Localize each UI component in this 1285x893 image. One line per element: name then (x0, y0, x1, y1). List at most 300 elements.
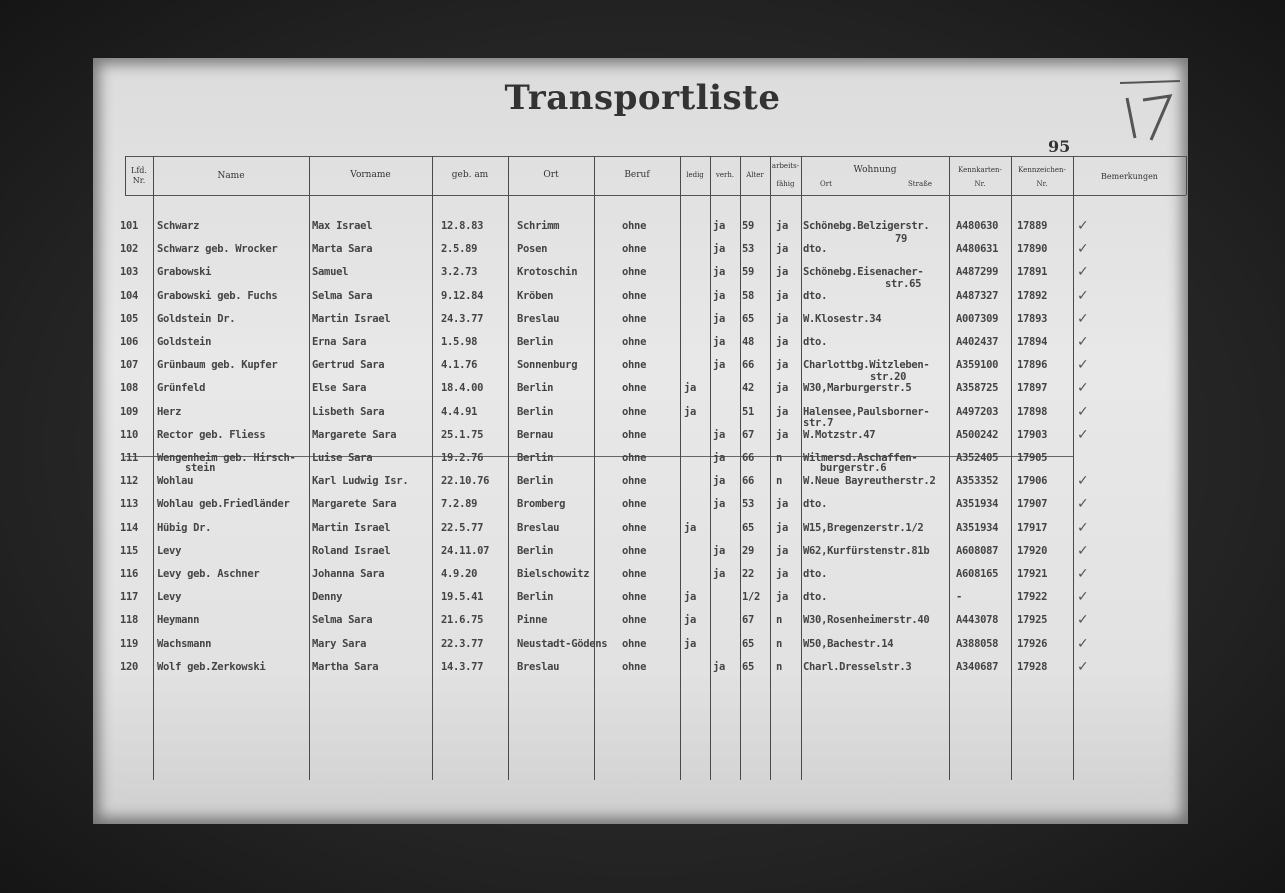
cell-kennkarten: A358725 (956, 382, 999, 395)
cell-wohnung: dto. (803, 289, 828, 302)
cell-kennzeichen: 17898 (1017, 405, 1048, 418)
cell-name: Schwarz geb. Wrocker (157, 243, 278, 256)
cell-lfd-nr: 112 (120, 475, 139, 488)
cell-alter: 58 (742, 289, 755, 302)
cell-kennkarten: A608087 (956, 544, 999, 557)
cell-bemerkungen: ✓ (1077, 519, 1089, 536)
cell-name: Levy (157, 591, 182, 604)
cell-lfd-nr: 104 (120, 289, 139, 302)
header-faehig: fähig (776, 180, 795, 188)
cell-ort: Berlin (517, 382, 554, 395)
cell-arbeitsfaehig: ja (776, 521, 789, 534)
header-wohnung: Wohnung (853, 165, 897, 175)
cell-wohnung: dto. (803, 591, 828, 604)
cell-wohnung: dto. (803, 243, 828, 256)
cell-alter: 51 (742, 405, 755, 418)
cell-arbeitsfaehig: n (776, 660, 783, 673)
cell-lfd-nr: 113 (120, 498, 139, 511)
cell-wohnung: W15,Bregenzerstr.1/2 (803, 521, 924, 534)
cell-lfd-nr: 118 (120, 614, 139, 627)
header-ledig: ledig (686, 171, 704, 179)
cell-geb-am: 2.5.89 (441, 243, 478, 256)
cell-bemerkungen: ✓ (1077, 473, 1089, 490)
cell-ort: Berlin (517, 591, 554, 604)
cell-alter: 66 (742, 452, 755, 464)
cell-bemerkungen: ✓ (1077, 310, 1089, 327)
cell-wohnung: Wilmersd.Aschaffen- (803, 452, 918, 464)
cell-arbeitsfaehig: ja (776, 568, 789, 580)
cell-kennkarten: A443078 (956, 614, 999, 627)
column-rule (949, 156, 950, 780)
cell-bemerkungen: ✓ (1077, 357, 1089, 374)
cell-kennkarten: A480631 (956, 243, 999, 256)
cell-geb-am: 19.2.76 (441, 452, 484, 464)
cell-beruf: ohne (622, 220, 647, 232)
cell-geb-am: 24.3.77 (441, 312, 484, 325)
cell-name: Rector geb. Fliess (157, 428, 266, 441)
cell-kennkarten: A352405 (956, 452, 999, 464)
cell-vorname: Erna Sara (312, 336, 367, 348)
cell-kennzeichen: 17926 (1017, 637, 1048, 650)
cell-name: Levy geb. Aschner (157, 568, 260, 580)
column-rule (680, 156, 681, 780)
cell-kennzeichen: 17906 (1017, 475, 1048, 488)
cell-kennzeichen: 17907 (1017, 498, 1048, 511)
cell-kennkarten: A402437 (956, 336, 999, 348)
cell-geb-am: 7.2.89 (441, 498, 478, 511)
cell-alter: 59 (742, 220, 755, 232)
cell-vorname: Denny (312, 591, 343, 604)
cell-bemerkungen: ✓ (1077, 658, 1089, 675)
cell-geb-am: 3.2.73 (441, 266, 478, 279)
cell-kennzeichen: 17890 (1017, 243, 1048, 256)
header-wohnung-strasse: Straße (908, 180, 932, 188)
cell-kennzeichen: 17891 (1017, 266, 1048, 279)
cell-lfd-nr: 115 (120, 544, 139, 557)
cell-kennzeichen: 17893 (1017, 312, 1048, 325)
cell-vorname: Roland Israel (312, 544, 391, 557)
cell-alter: 67 (742, 428, 755, 441)
cell-ort: Posen (517, 243, 548, 256)
cell-vorname: Gertrud Sara (312, 359, 385, 372)
cell-name: Levy (157, 544, 182, 557)
cell-vorname: Luise Sara (312, 452, 373, 464)
cell-wohnung: W50,Bachestr.14 (803, 637, 894, 650)
cell-ort: Krotoschin (517, 266, 578, 279)
cell-arbeitsfaehig: n (776, 614, 783, 627)
cell-lfd-nr: 103 (120, 266, 139, 279)
cell-kennzeichen: 17892 (1017, 289, 1048, 302)
cell-verh: ja (713, 452, 726, 464)
cell-lfd-nr: 120 (120, 660, 139, 673)
cell-verh: ja (713, 568, 726, 580)
header-top-rule (125, 156, 1186, 157)
cell-bemerkungen: ✓ (1077, 589, 1089, 606)
cell-beruf: ohne (622, 359, 647, 372)
cell-ledig: ja (684, 521, 697, 534)
cell-lfd-nr: 105 (120, 312, 139, 325)
cell-beruf: ohne (622, 544, 647, 557)
cell-geb-am: 4.4.91 (441, 405, 478, 418)
cell-verh: ja (713, 428, 726, 441)
cell-beruf: ohne (622, 637, 647, 650)
header-vorname: Vorname (350, 170, 391, 180)
header-kennzeichen: Kennzeichen- (1018, 166, 1066, 174)
header-verh: verh. (715, 171, 735, 179)
cell-vorname: Mary Sara (312, 637, 367, 650)
cell-vorname: Margarete Sara (312, 498, 397, 511)
cell-wohnung-continuation: str.20 (870, 370, 907, 383)
cell-bemerkungen: ✓ (1077, 334, 1089, 350)
cell-bemerkungen: ✓ (1077, 635, 1089, 652)
cell-kennzeichen: 17889 (1017, 220, 1048, 232)
header-beruf: Beruf (624, 170, 650, 180)
cell-geb-am: 25.1.75 (441, 428, 484, 441)
cell-alter: 65 (742, 660, 755, 673)
cell-kennkarten: A480630 (956, 220, 999, 232)
cell-vorname: Martin Israel (312, 312, 391, 325)
cell-alter: 53 (742, 243, 755, 256)
cell-wohnung: dto. (803, 336, 828, 348)
header-kennzeichen-nr: Nr. (1036, 180, 1048, 188)
header-ort: Ort (543, 170, 559, 180)
cell-lfd-nr: 109 (120, 405, 139, 418)
header-alter: Alter (746, 171, 764, 179)
cell-ort: Bromberg (517, 498, 566, 511)
cell-kennzeichen: 17921 (1017, 568, 1048, 580)
cell-ort: Berlin (517, 475, 554, 488)
cell-wohnung: Schönebg.Eisenacher- (803, 266, 924, 279)
cell-bemerkungen: ✓ (1077, 566, 1089, 582)
cell-verh: ja (713, 312, 726, 325)
cell-beruf: ohne (622, 336, 647, 348)
cell-kennkarten: A340687 (956, 660, 999, 673)
cell-name: Hübig Dr. (157, 521, 212, 534)
header-nr: Nr. (132, 176, 146, 185)
cell-kennkarten: A487327 (956, 289, 999, 302)
cell-beruf: ohne (622, 475, 647, 488)
column-rule (508, 156, 509, 780)
header-wohnung-ort: Ort (820, 180, 832, 188)
cell-vorname: Selma Sara (312, 614, 373, 627)
cell-arbeitsfaehig: ja (776, 336, 789, 348)
column-rule (740, 156, 741, 780)
cell-geb-am: 14.3.77 (441, 660, 484, 673)
cell-alter: 42 (742, 382, 755, 395)
cell-lfd-nr: 114 (120, 521, 139, 534)
cell-ort: Bernau (517, 428, 554, 441)
cell-arbeitsfaehig: ja (776, 289, 789, 302)
cell-bemerkungen: ✓ (1077, 287, 1089, 304)
cell-wohnung: W.Neue Bayreutherstr.2 (803, 475, 936, 488)
cell-beruf: ohne (622, 266, 647, 279)
cell-ort: Kröben (517, 289, 554, 302)
cell-wohnung-continuation: burgerstr.6 (820, 462, 887, 475)
cell-verh: ja (713, 544, 726, 557)
cell-geb-am: 22.5.77 (441, 521, 484, 534)
cell-name: Wachsmann (157, 637, 212, 650)
header-kennkarten-nr: Nr. (974, 180, 986, 188)
cell-wohnung-continuation: str.65 (885, 278, 922, 290)
cell-wohnung: W.Klosestr.34 (803, 312, 882, 325)
cell-beruf: ohne (622, 243, 647, 256)
cell-geb-am: 19.5.41 (441, 591, 484, 604)
cell-vorname: Lisbeth Sara (312, 405, 385, 418)
cell-kennzeichen: 17920 (1017, 544, 1048, 557)
cell-bemerkungen: ✓ (1077, 612, 1089, 629)
cell-arbeitsfaehig: ja (776, 544, 789, 557)
cell-geb-am: 22.10.76 (441, 475, 490, 488)
cell-name: Heymann (157, 614, 200, 627)
column-rule (1186, 156, 1187, 195)
cell-wohnung: Schönebg.Belzigerstr. (803, 220, 930, 232)
cell-arbeitsfaehig: n (776, 475, 783, 488)
cell-kennkarten: A359100 (956, 359, 999, 372)
cell-name: Wohlau geb.Friedländer (157, 498, 290, 511)
cell-geb-am: 22.3.77 (441, 637, 484, 650)
column-rule (594, 156, 595, 780)
cell-alter: 53 (742, 498, 755, 511)
cell-name-continuation: stein (185, 462, 216, 475)
cell-kennkarten: A500242 (956, 428, 999, 441)
cell-arbeitsfaehig: ja (776, 243, 789, 256)
cell-lfd-nr: 116 (120, 568, 139, 580)
cell-vorname: Samuel (312, 266, 349, 279)
cell-lfd-nr: 108 (120, 382, 139, 395)
column-rule (770, 156, 771, 780)
cell-ledig: ja (684, 591, 697, 604)
cell-beruf: ohne (622, 498, 647, 511)
cell-name: Herz (157, 405, 182, 418)
cell-ort: Breslau (517, 660, 560, 673)
cell-ort: Berlin (517, 405, 554, 418)
cell-wohnung: W30,Rosenheimerstr.40 (803, 614, 930, 627)
cell-beruf: ohne (622, 405, 647, 418)
header-arbeits: arbeits- (771, 162, 800, 170)
cell-vorname: Else Sara (312, 382, 367, 395)
cell-alter: 22 (742, 568, 755, 580)
cell-geb-am: 1.5.98 (441, 336, 478, 348)
cell-verh: ja (713, 359, 726, 372)
cell-verh: ja (713, 498, 726, 511)
cell-kennzeichen: 17905 (1017, 452, 1048, 464)
cell-name: Goldstein Dr. (157, 312, 236, 325)
cell-wohnung: W62,Kurfürstenstr.81b (803, 544, 930, 557)
cell-kennzeichen: 17922 (1017, 591, 1048, 604)
cell-bemerkungen: ✓ (1077, 218, 1089, 234)
cell-vorname: Max Israel (312, 220, 373, 232)
cell-arbeitsfaehig: ja (776, 591, 789, 604)
cell-beruf: ohne (622, 614, 647, 627)
header-bemerkungen: Bemerkungen (1101, 172, 1158, 181)
cell-ort: Schrimm (517, 220, 560, 232)
cell-lfd-nr: 111 (120, 452, 139, 464)
cell-vorname: Selma Sara (312, 289, 373, 302)
cell-beruf: ohne (622, 452, 647, 464)
cell-verh: ja (713, 289, 726, 302)
cell-wohnung: Halensee,Paulsborner- (803, 405, 930, 418)
header-name: Name (217, 171, 245, 181)
cell-alter: 65 (742, 637, 755, 650)
cell-bemerkungen: ✓ (1077, 264, 1089, 281)
cell-kennzeichen: 17925 (1017, 614, 1048, 627)
cell-lfd-nr: 119 (120, 637, 139, 650)
cell-vorname: Karl Ludwig Isr. (312, 475, 409, 488)
cell-arbeitsfaehig: ja (776, 312, 789, 325)
cell-beruf: ohne (622, 428, 647, 441)
column-rule (432, 156, 433, 780)
cell-geb-am: 4.9.20 (441, 568, 478, 580)
cell-arbeitsfaehig: ja (776, 382, 789, 395)
cell-bemerkungen: ✓ (1077, 241, 1089, 258)
cell-arbeitsfaehig: ja (776, 498, 789, 511)
cell-arbeitsfaehig: ja (776, 266, 789, 279)
cell-name: Grünbaum geb. Kupfer (157, 359, 278, 372)
cell-wohnung: dto. (803, 498, 828, 511)
cell-name: Goldstein (157, 336, 212, 348)
cell-geb-am: 18.4.00 (441, 382, 484, 395)
cell-alter: 48 (742, 336, 755, 348)
cell-bemerkungen: ✓ (1077, 380, 1089, 397)
cell-arbeitsfaehig: ja (776, 220, 789, 232)
cell-geb-am: 4.1.76 (441, 359, 478, 372)
cell-kennzeichen: 17903 (1017, 428, 1048, 441)
cell-arbeitsfaehig: ja (776, 405, 789, 418)
cell-kennkarten: A007309 (956, 312, 999, 325)
cell-arbeitsfaehig: ja (776, 428, 789, 441)
cell-kennkarten: A608165 (956, 568, 999, 580)
cell-name: Grünfeld (157, 382, 206, 395)
cell-verh: ja (713, 243, 726, 256)
cell-wohnung: Charlottbg.Witzleben- (803, 359, 930, 372)
cell-bemerkungen: ✓ (1077, 496, 1089, 513)
cell-vorname: Marta Sara (312, 243, 373, 256)
cell-beruf: ohne (622, 382, 647, 395)
corner-handwritten-mark (1115, 78, 1185, 148)
cell-ort: Sonnenburg (517, 359, 578, 372)
cell-wohnung: W30,Marburgerstr.5 (803, 382, 912, 395)
cell-ort: Bielschowitz (517, 568, 590, 580)
cell-beruf: ohne (622, 521, 647, 534)
cell-verh: ja (713, 220, 726, 232)
cell-ledig: ja (684, 405, 697, 418)
cell-kennzeichen: 17917 (1017, 521, 1048, 534)
cell-alter: 1/2 (742, 591, 761, 604)
cell-wohnung: Charl.Dresselstr.3 (803, 660, 912, 673)
cell-lfd-nr: 101 (120, 220, 139, 232)
cell-geb-am: 9.12.84 (441, 289, 484, 302)
cell-arbeitsfaehig: n (776, 452, 783, 464)
column-rule (153, 156, 154, 780)
cell-alter: 66 (742, 359, 755, 372)
page-title: Transportliste (504, 78, 781, 118)
cell-alter: 66 (742, 475, 755, 488)
cell-wohnung: dto. (803, 568, 828, 580)
cell-verh: ja (713, 336, 726, 348)
cell-lfd-nr: 110 (120, 428, 139, 441)
cell-name: Wohlau (157, 475, 194, 488)
cell-geb-am: 24.11.07 (441, 544, 490, 557)
cell-name: Wolf geb.Zerkowski (157, 660, 266, 673)
cell-geb-am: 12.8.83 (441, 220, 484, 232)
cell-kennzeichen: 17894 (1017, 336, 1048, 348)
cell-alter: 65 (742, 312, 755, 325)
cell-name: Grabowski geb. Fuchs (157, 289, 278, 302)
header-geb-am: geb. am (451, 170, 489, 180)
cell-ort: Berlin (517, 544, 554, 557)
cell-lfd-nr: 102 (120, 243, 139, 256)
page-number: 95 (1048, 137, 1071, 156)
cell-verh: ja (713, 475, 726, 488)
cell-wohnung-continuation: 79 (895, 232, 908, 245)
cell-beruf: ohne (622, 289, 647, 302)
cell-kennkarten: A351934 (956, 498, 999, 511)
column-rule (710, 156, 711, 780)
cell-kennzeichen: 17928 (1017, 660, 1048, 673)
cell-alter: 29 (742, 544, 755, 557)
header-bottom-rule (125, 195, 1186, 196)
cell-vorname: Johanna Sara (312, 568, 385, 580)
cell-kennkarten: - (956, 591, 963, 604)
cell-ort: Berlin (517, 452, 554, 464)
cell-kennkarten: A497203 (956, 405, 999, 418)
cell-lfd-nr: 117 (120, 591, 139, 604)
cell-vorname: Martha Sara (312, 660, 379, 673)
cell-ort: Pinne (517, 614, 548, 627)
cell-bemerkungen: ✓ (1077, 542, 1089, 559)
cell-beruf: ohne (622, 660, 647, 673)
cell-wohnung: W.Motzstr.47 (803, 428, 876, 441)
cell-ledig: ja (684, 614, 697, 627)
cell-ledig: ja (684, 637, 697, 650)
cell-beruf: ohne (622, 568, 647, 580)
cell-alter: 59 (742, 266, 755, 279)
cell-name: Schwarz (157, 220, 200, 232)
column-rule (309, 156, 310, 780)
cell-ort: Breslau (517, 312, 560, 325)
cell-ort: Breslau (517, 521, 560, 534)
cell-verh: ja (713, 266, 726, 279)
cell-kennkarten: A351934 (956, 521, 999, 534)
cell-beruf: ohne (622, 312, 647, 325)
cell-lfd-nr: 106 (120, 336, 139, 348)
cell-vorname: Margarete Sara (312, 428, 397, 441)
cell-ort: Berlin (517, 336, 554, 348)
cell-kennkarten: A353352 (956, 475, 999, 488)
header-lfd: Lfd. (131, 166, 147, 175)
cell-name: Grabowski (157, 266, 212, 279)
cell-vorname: Martin Israel (312, 521, 391, 534)
cell-ort: Neustadt-Gödens (517, 637, 608, 650)
cell-bemerkungen: ✓ (1077, 426, 1089, 443)
column-rule (801, 156, 802, 780)
cell-ledig: ja (684, 382, 697, 395)
header-kennkarten: Kennkarten- (958, 166, 1002, 174)
cell-kennkarten: A388058 (956, 637, 999, 650)
cell-arbeitsfaehig: ja (776, 359, 789, 372)
column-rule (1011, 156, 1012, 780)
cell-alter: 67 (742, 614, 755, 627)
cell-bemerkungen: ✓ (1077, 403, 1089, 420)
cell-wohnung-continuation: str.7 (803, 417, 834, 430)
cell-alter: 65 (742, 521, 755, 534)
cell-beruf: ohne (622, 591, 647, 604)
cell-verh: ja (713, 660, 726, 673)
cell-kennzeichen: 17897 (1017, 382, 1048, 395)
cell-name: Wengenheim geb. Hirsch- (157, 452, 296, 464)
column-rule (1073, 156, 1074, 780)
cell-kennzeichen: 17896 (1017, 359, 1048, 372)
